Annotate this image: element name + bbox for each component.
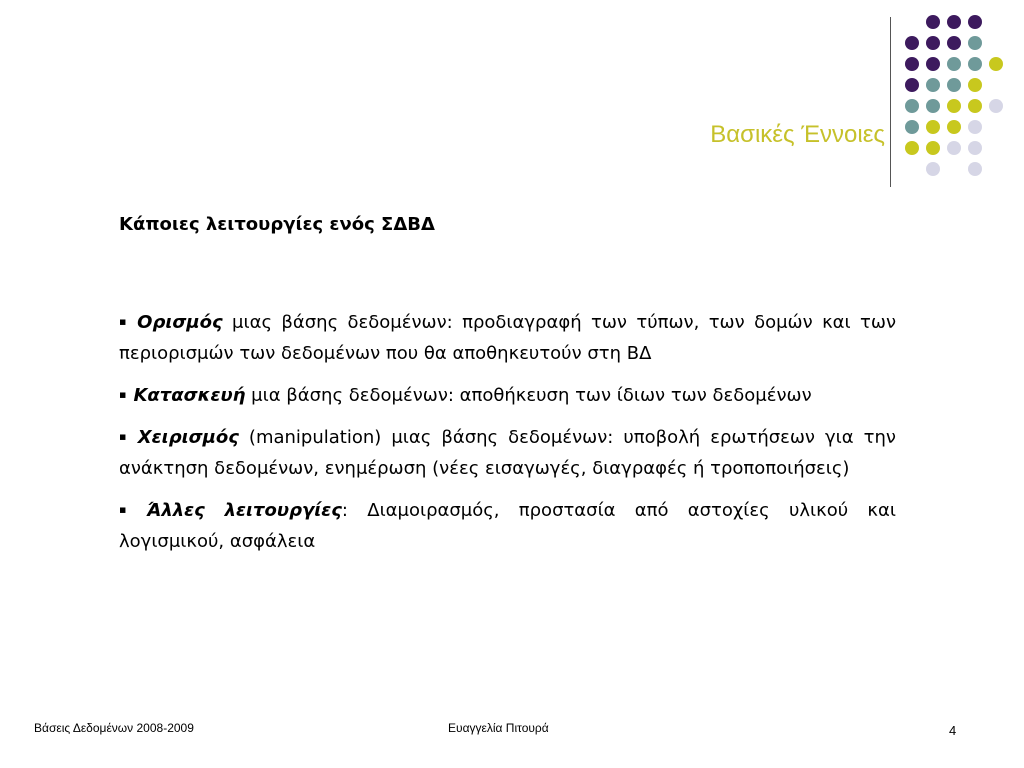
decorative-dot xyxy=(968,36,982,50)
bullet-term: Ορισμός xyxy=(137,312,223,333)
bullet-term: Άλλες λειτουργίες xyxy=(147,500,342,521)
bullet-text: : Διαμοιρασμός, προστασία από αστοχίες υλικού και λογισμικού, ασφάλεια xyxy=(119,500,896,552)
decorative-dot xyxy=(926,57,940,71)
decorative-dot xyxy=(968,162,982,176)
decorative-dot xyxy=(926,78,940,92)
decorative-dot xyxy=(968,99,982,113)
decorative-dot xyxy=(905,99,919,113)
decorative-dot xyxy=(947,120,961,134)
footer-page-number: 4 xyxy=(949,723,957,738)
decorative-dot xyxy=(968,78,982,92)
decorative-dot xyxy=(905,120,919,134)
decorative-dot xyxy=(947,78,961,92)
footer-course-title: Βάσεις Δεδομένων 2008-2009 xyxy=(34,721,194,735)
decorative-dot xyxy=(926,15,940,29)
bullet-text: μιας βάσης δεδομένων: προδιαγραφή των τύπων, των δομών και των περιορισμών των δεδομένων που θα αποθηκευτούν στη ΒΔ xyxy=(119,312,896,364)
decorative-dot xyxy=(926,120,940,134)
decorative-dot xyxy=(968,120,982,134)
decorative-dot xyxy=(947,99,961,113)
footer-author: Ευαγγελία Πιτουρά xyxy=(448,721,549,735)
bullet-square-icon: ▪ xyxy=(119,430,131,443)
slide-title: Βασικές Έννοιες xyxy=(710,121,885,148)
decorative-dot xyxy=(968,141,982,155)
decorative-dot xyxy=(905,78,919,92)
decorative-dot xyxy=(905,36,919,50)
decorative-dot xyxy=(989,99,1003,113)
decorative-dot xyxy=(947,141,961,155)
decorative-dot xyxy=(905,141,919,155)
bullet-square-icon: ▪ xyxy=(119,315,131,328)
decorative-dot xyxy=(947,36,961,50)
bullet-square-icon: ▪ xyxy=(119,388,127,401)
bullet-text: (manipulation) μιας βάσης δεδομένων: υποβολή ερωτήσεων για την ανάκτηση δεδομένων, ενημέρωση (νέες εισαγωγές, διαγραφές ή τροποποιήσεις) xyxy=(119,427,896,479)
decorative-dot xyxy=(947,57,961,71)
decorative-dot xyxy=(968,57,982,71)
bullet-item-manipulation xyxy=(119,421,896,484)
bullet-item-construction xyxy=(119,379,896,411)
bullet-item-definition xyxy=(119,306,896,369)
decorative-dot xyxy=(926,141,940,155)
bullet-list xyxy=(119,306,896,567)
slide-subtitle: Κάποιες λειτουργίες ενός ΣΔΒΔ xyxy=(119,214,435,235)
decorative-dot xyxy=(905,57,919,71)
bullet-square-icon: ▪ xyxy=(119,503,140,516)
title-divider-line xyxy=(890,17,891,187)
bullet-text: μια βάσης δεδομένων: αποθήκευση των ίδιων των δεδομένων xyxy=(245,385,812,406)
decorative-dot xyxy=(989,57,1003,71)
decorative-dot xyxy=(926,36,940,50)
decorative-dot xyxy=(947,15,961,29)
decorative-dot xyxy=(926,99,940,113)
decorative-dot xyxy=(968,15,982,29)
bullet-term: Χειρισμός xyxy=(137,427,239,448)
decorative-dot xyxy=(926,162,940,176)
bullet-term: Κατασκευή xyxy=(133,385,246,406)
bullet-item-other-functions xyxy=(119,494,896,557)
